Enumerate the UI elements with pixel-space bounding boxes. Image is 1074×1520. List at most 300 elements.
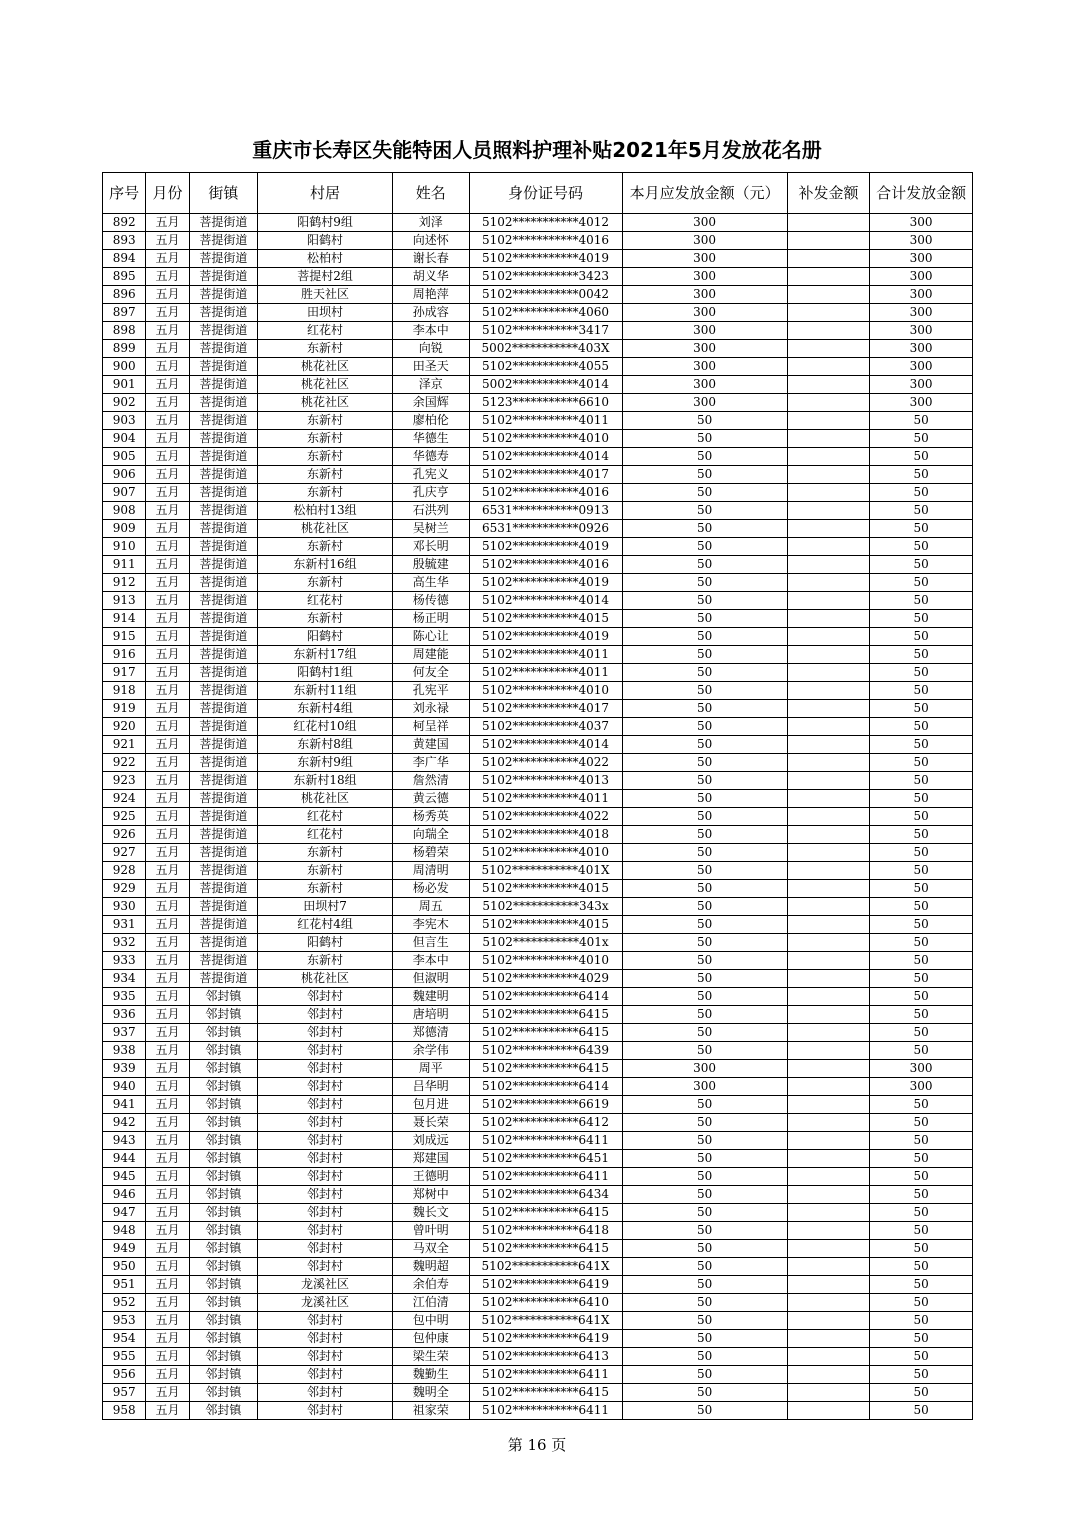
- name-cell: 郑树中: [392, 1186, 469, 1204]
- total-amount-cell: 300: [870, 304, 973, 322]
- supplement-amount-cell: [787, 1384, 870, 1402]
- row-number-cell: 899: [103, 340, 146, 358]
- subdistrict-cell: 菩提街道: [189, 448, 257, 466]
- row-number-cell: 916: [103, 646, 146, 664]
- monthly-amount-cell: 50: [622, 1276, 787, 1294]
- name-cell: 谢长春: [392, 250, 469, 268]
- row-number-cell: 913: [103, 592, 146, 610]
- name-cell: 余学伟: [392, 1042, 469, 1060]
- subdistrict-cell: 邻封镇: [189, 1132, 257, 1150]
- village-cell: 桃花社区: [258, 520, 393, 538]
- table-row: [103, 1366, 973, 1384]
- total-amount-cell: 50: [870, 790, 973, 808]
- month-cell: 五月: [146, 934, 189, 952]
- village-cell: 东新村: [258, 412, 393, 430]
- subdistrict-cell: 菩提街道: [189, 844, 257, 862]
- monthly-amount-cell: 50: [622, 1240, 787, 1258]
- month-cell: 五月: [146, 844, 189, 862]
- id-number-cell: 5102***********6411: [469, 1132, 622, 1150]
- name-cell: 周艳萍: [392, 286, 469, 304]
- row-number-cell: 915: [103, 628, 146, 646]
- subdistrict-cell: 菩提街道: [189, 556, 257, 574]
- supplement-amount-cell: [787, 1402, 870, 1420]
- row-number-cell: 902: [103, 394, 146, 412]
- village-cell: 邻封村: [258, 1258, 393, 1276]
- id-number-cell: 5102***********4011: [469, 664, 622, 682]
- name-cell: 刘泽: [392, 214, 469, 232]
- monthly-amount-cell: 50: [622, 1006, 787, 1024]
- table-row: [103, 1150, 973, 1168]
- table-row: [103, 808, 973, 826]
- monthly-amount-cell: 300: [622, 340, 787, 358]
- row-number-cell: 917: [103, 664, 146, 682]
- supplement-amount-cell: [787, 520, 870, 538]
- monthly-amount-cell: 50: [622, 1330, 787, 1348]
- name-cell: 孙成容: [392, 304, 469, 322]
- row-number-cell: 912: [103, 574, 146, 592]
- supplement-amount-cell: [787, 430, 870, 448]
- total-amount-cell: 50: [870, 1330, 973, 1348]
- village-cell: 东新村: [258, 340, 393, 358]
- row-number-cell: 895: [103, 268, 146, 286]
- supplement-amount-cell: [787, 556, 870, 574]
- id-number-cell: 5102***********6412: [469, 1114, 622, 1132]
- total-amount-cell: 50: [870, 808, 973, 826]
- monthly-amount-cell: 50: [622, 1114, 787, 1132]
- row-number-cell: 951: [103, 1276, 146, 1294]
- table-row: [103, 1294, 973, 1312]
- month-cell: 五月: [146, 340, 189, 358]
- monthly-amount-cell: 50: [622, 736, 787, 754]
- subdistrict-cell: 菩提街道: [189, 646, 257, 664]
- name-cell: 李宪木: [392, 916, 469, 934]
- village-cell: 东新村: [258, 538, 393, 556]
- table-row: [103, 970, 973, 988]
- table-row: [103, 934, 973, 952]
- name-cell: 周五: [392, 898, 469, 916]
- id-number-cell: 5102***********0042: [469, 286, 622, 304]
- monthly-amount-cell: 300: [622, 232, 787, 250]
- row-number-cell: 957: [103, 1384, 146, 1402]
- name-cell: 胡义华: [392, 268, 469, 286]
- village-cell: 菩提村2组: [258, 268, 393, 286]
- row-number-cell: 930: [103, 898, 146, 916]
- supplement-amount-cell: [787, 484, 870, 502]
- village-cell: 邻封村: [258, 1402, 393, 1420]
- table-row: [103, 214, 973, 232]
- village-cell: 阳鹤村9组: [258, 214, 393, 232]
- month-cell: 五月: [146, 1096, 189, 1114]
- monthly-amount-cell: 50: [622, 664, 787, 682]
- row-number-cell: 922: [103, 754, 146, 772]
- total-amount-cell: 50: [870, 1168, 973, 1186]
- name-cell: 包仲康: [392, 1330, 469, 1348]
- monthly-amount-cell: 50: [622, 682, 787, 700]
- table-header-row: [103, 173, 973, 214]
- month-cell: 五月: [146, 628, 189, 646]
- subdistrict-cell: 菩提街道: [189, 682, 257, 700]
- subdistrict-cell: 菩提街道: [189, 304, 257, 322]
- monthly-amount-cell: 300: [622, 358, 787, 376]
- subdistrict-cell: 邻封镇: [189, 1240, 257, 1258]
- total-amount-cell: 50: [870, 880, 973, 898]
- subdistrict-cell: 菩提街道: [189, 376, 257, 394]
- supplement-amount-cell: [787, 1312, 870, 1330]
- monthly-amount-cell: 50: [622, 1042, 787, 1060]
- name-cell: 廖柏伦: [392, 412, 469, 430]
- total-amount-cell: 50: [870, 970, 973, 988]
- monthly-amount-cell: 50: [622, 1366, 787, 1384]
- table-row: [103, 250, 973, 268]
- village-cell: 胜天社区: [258, 286, 393, 304]
- village-cell: 红花村4组: [258, 916, 393, 934]
- id-number-cell: 6531***********0913: [469, 502, 622, 520]
- id-number-cell: 5102***********4060: [469, 304, 622, 322]
- id-number-cell: 5102***********6419: [469, 1330, 622, 1348]
- name-cell: 祖家荣: [392, 1402, 469, 1420]
- id-number-cell: 5102***********4016: [469, 484, 622, 502]
- village-cell: 东新村4组: [258, 700, 393, 718]
- total-amount-cell: 50: [870, 1024, 973, 1042]
- month-cell: 五月: [146, 1042, 189, 1060]
- table-row: [103, 1402, 973, 1420]
- row-number-cell: 934: [103, 970, 146, 988]
- supplement-amount-cell: [787, 1078, 870, 1096]
- total-amount-cell: 50: [870, 1402, 973, 1420]
- id-number-cell: 5102***********4016: [469, 556, 622, 574]
- row-number-cell: 935: [103, 988, 146, 1006]
- name-cell: 包月进: [392, 1096, 469, 1114]
- subdistrict-cell: 菩提街道: [189, 340, 257, 358]
- month-cell: 五月: [146, 232, 189, 250]
- monthly-amount-cell: 50: [622, 430, 787, 448]
- total-amount-cell: 50: [870, 700, 973, 718]
- row-number-cell: 946: [103, 1186, 146, 1204]
- subdistrict-cell: 菩提街道: [189, 916, 257, 934]
- month-cell: 五月: [146, 1384, 189, 1402]
- row-number-cell: 900: [103, 358, 146, 376]
- id-number-cell: 5102***********4014: [469, 592, 622, 610]
- village-cell: 阳鹤村: [258, 232, 393, 250]
- page-title: 重庆市长寿区失能特困人员照料护理补贴2021年5月发放花名册: [252, 138, 822, 162]
- name-cell: 黄建国: [392, 736, 469, 754]
- name-cell: 李本中: [392, 322, 469, 340]
- supplement-amount-cell: [787, 646, 870, 664]
- month-cell: 五月: [146, 1114, 189, 1132]
- name-cell: 向锐: [392, 340, 469, 358]
- monthly-amount-cell: 50: [622, 628, 787, 646]
- table-row: [103, 754, 973, 772]
- subdistrict-cell: 邻封镇: [189, 1276, 257, 1294]
- subdistrict-cell: 邻封镇: [189, 1168, 257, 1186]
- village-cell: 东新村: [258, 952, 393, 970]
- subdistrict-cell: 邻封镇: [189, 1060, 257, 1078]
- supplement-amount-cell: [787, 1186, 870, 1204]
- name-cell: 詹然清: [392, 772, 469, 790]
- supplement-amount-cell: [787, 952, 870, 970]
- id-number-cell: 5102***********6410: [469, 1294, 622, 1312]
- village-cell: 东新村11组: [258, 682, 393, 700]
- table-row: [103, 1276, 973, 1294]
- month-cell: 五月: [146, 1312, 189, 1330]
- monthly-amount-cell: 50: [622, 574, 787, 592]
- row-number-cell: 941: [103, 1096, 146, 1114]
- monthly-amount-cell: 50: [622, 772, 787, 790]
- table-row: [103, 1078, 973, 1096]
- row-number-cell: 914: [103, 610, 146, 628]
- name-cell: 马双全: [392, 1240, 469, 1258]
- subdistrict-cell: 菩提街道: [189, 394, 257, 412]
- supplement-amount-cell: [787, 826, 870, 844]
- row-number-cell: 918: [103, 682, 146, 700]
- village-cell: 松柏村13组: [258, 502, 393, 520]
- name-cell: 余国辉: [392, 394, 469, 412]
- total-amount-cell: 50: [870, 826, 973, 844]
- total-amount-cell: 300: [870, 322, 973, 340]
- id-number-cell: 5102***********6415: [469, 1240, 622, 1258]
- name-cell: 黄云德: [392, 790, 469, 808]
- village-cell: 田坝村7: [258, 898, 393, 916]
- row-number-cell: 919: [103, 700, 146, 718]
- table-row: [103, 340, 973, 358]
- id-number-cell: 5102***********6411: [469, 1402, 622, 1420]
- month-cell: 五月: [146, 250, 189, 268]
- subdistrict-cell: 邻封镇: [189, 1312, 257, 1330]
- village-cell: 松柏村: [258, 250, 393, 268]
- total-amount-cell: 50: [870, 520, 973, 538]
- monthly-amount-cell: 50: [622, 970, 787, 988]
- id-number-cell: 5102***********4011: [469, 790, 622, 808]
- village-cell: 红花村10组: [258, 718, 393, 736]
- month-cell: 五月: [146, 1168, 189, 1186]
- subdistrict-cell: 菩提街道: [189, 412, 257, 430]
- row-number-cell: 892: [103, 214, 146, 232]
- monthly-amount-cell: 50: [622, 520, 787, 538]
- row-number-cell: 920: [103, 718, 146, 736]
- supplement-amount-cell: [787, 1060, 870, 1078]
- supplement-amount-cell: [787, 880, 870, 898]
- table-row: [103, 880, 973, 898]
- subdistrict-cell: 菩提街道: [189, 862, 257, 880]
- subdistrict-cell: 菩提街道: [189, 322, 257, 340]
- month-cell: 五月: [146, 988, 189, 1006]
- monthly-amount-cell: 50: [622, 898, 787, 916]
- table-row: [103, 682, 973, 700]
- column-header: 身份证号码: [469, 173, 622, 214]
- name-cell: 刘成远: [392, 1132, 469, 1150]
- monthly-amount-cell: 300: [622, 304, 787, 322]
- column-header: 合计发放金额: [870, 173, 973, 214]
- total-amount-cell: 300: [870, 286, 973, 304]
- id-number-cell: 5102***********4012: [469, 214, 622, 232]
- supplement-amount-cell: [787, 700, 870, 718]
- subdistrict-cell: 菩提街道: [189, 430, 257, 448]
- id-number-cell: 5102***********6418: [469, 1222, 622, 1240]
- total-amount-cell: 50: [870, 1366, 973, 1384]
- id-number-cell: 6531***********0926: [469, 520, 622, 538]
- supplement-amount-cell: [787, 394, 870, 412]
- subdistrict-cell: 菩提街道: [189, 250, 257, 268]
- subdistrict-cell: 菩提街道: [189, 610, 257, 628]
- id-number-cell: 5102***********6619: [469, 1096, 622, 1114]
- total-amount-cell: 50: [870, 862, 973, 880]
- total-amount-cell: 50: [870, 718, 973, 736]
- id-number-cell: 5102***********4013: [469, 772, 622, 790]
- supplement-amount-cell: [787, 1096, 870, 1114]
- row-number-cell: 905: [103, 448, 146, 466]
- id-number-cell: 5102***********6415: [469, 1060, 622, 1078]
- total-amount-cell: 50: [870, 1276, 973, 1294]
- table-row: [103, 1060, 973, 1078]
- table-row: [103, 502, 973, 520]
- name-cell: 曾叶明: [392, 1222, 469, 1240]
- subdistrict-cell: 菩提街道: [189, 790, 257, 808]
- name-cell: 孔宪义: [392, 466, 469, 484]
- row-number-cell: 927: [103, 844, 146, 862]
- table-row: [103, 1132, 973, 1150]
- id-number-cell: 5102***********4010: [469, 952, 622, 970]
- village-cell: 邻封村: [258, 1114, 393, 1132]
- name-cell: 杨碧荣: [392, 844, 469, 862]
- subdistrict-cell: 邻封镇: [189, 1150, 257, 1168]
- month-cell: 五月: [146, 268, 189, 286]
- village-cell: 邻封村: [258, 1366, 393, 1384]
- supplement-amount-cell: [787, 718, 870, 736]
- id-number-cell: 5102***********401x: [469, 934, 622, 952]
- month-cell: 五月: [146, 862, 189, 880]
- subdistrict-cell: 菩提街道: [189, 484, 257, 502]
- month-cell: 五月: [146, 916, 189, 934]
- total-amount-cell: 50: [870, 1006, 973, 1024]
- village-cell: 邻封村: [258, 988, 393, 1006]
- table-row: [103, 322, 973, 340]
- monthly-amount-cell: 50: [622, 718, 787, 736]
- subdistrict-cell: 菩提街道: [189, 754, 257, 772]
- column-header: 月份: [146, 173, 189, 214]
- monthly-amount-cell: 50: [622, 1024, 787, 1042]
- month-cell: 五月: [146, 322, 189, 340]
- id-number-cell: 5102***********4011: [469, 646, 622, 664]
- monthly-amount-cell: 50: [622, 700, 787, 718]
- month-cell: 五月: [146, 718, 189, 736]
- id-number-cell: 5102***********6451: [469, 1150, 622, 1168]
- total-amount-cell: 300: [870, 214, 973, 232]
- month-cell: 五月: [146, 754, 189, 772]
- id-number-cell: 5102***********6415: [469, 1024, 622, 1042]
- table-row: [103, 1024, 973, 1042]
- name-cell: 向瑞全: [392, 826, 469, 844]
- supplement-amount-cell: [787, 916, 870, 934]
- subdistrict-cell: 邻封镇: [189, 1006, 257, 1024]
- supplement-amount-cell: [787, 502, 870, 520]
- month-cell: 五月: [146, 1330, 189, 1348]
- village-cell: 东新村: [258, 448, 393, 466]
- supplement-amount-cell: [787, 988, 870, 1006]
- supplement-amount-cell: [787, 1294, 870, 1312]
- month-cell: 五月: [146, 430, 189, 448]
- name-cell: 梁生荣: [392, 1348, 469, 1366]
- village-cell: 邻封村: [258, 1042, 393, 1060]
- monthly-amount-cell: 50: [622, 1096, 787, 1114]
- total-amount-cell: 50: [870, 898, 973, 916]
- row-number-cell: 940: [103, 1078, 146, 1096]
- subdistrict-cell: 菩提街道: [189, 628, 257, 646]
- id-number-cell: 5002***********403X: [469, 340, 622, 358]
- column-header: 街镇: [189, 173, 257, 214]
- supplement-amount-cell: [787, 340, 870, 358]
- month-cell: 五月: [146, 736, 189, 754]
- total-amount-cell: 50: [870, 1042, 973, 1060]
- table-row: [103, 412, 973, 430]
- name-cell: 杨传德: [392, 592, 469, 610]
- total-amount-cell: 300: [870, 394, 973, 412]
- id-number-cell: 5102***********6413: [469, 1348, 622, 1366]
- supplement-amount-cell: [787, 448, 870, 466]
- total-amount-cell: 300: [870, 232, 973, 250]
- village-cell: 东新村16组: [258, 556, 393, 574]
- total-amount-cell: 50: [870, 1384, 973, 1402]
- subdistrict-cell: 邻封镇: [189, 1096, 257, 1114]
- total-amount-cell: 300: [870, 1060, 973, 1078]
- id-number-cell: 5102***********4019: [469, 628, 622, 646]
- month-cell: 五月: [146, 898, 189, 916]
- id-number-cell: 5102***********4018: [469, 826, 622, 844]
- supplement-amount-cell: [787, 1258, 870, 1276]
- month-cell: 五月: [146, 1366, 189, 1384]
- village-cell: 邻封村: [258, 1132, 393, 1150]
- month-cell: 五月: [146, 556, 189, 574]
- total-amount-cell: 50: [870, 484, 973, 502]
- id-number-cell: 5102***********4010: [469, 430, 622, 448]
- village-cell: 邻封村: [258, 1348, 393, 1366]
- supplement-amount-cell: [787, 844, 870, 862]
- row-number-cell: 921: [103, 736, 146, 754]
- village-cell: 东新村: [258, 880, 393, 898]
- supplement-amount-cell: [787, 772, 870, 790]
- supplement-amount-cell: [787, 754, 870, 772]
- column-header: 本月应发放金额（元）: [622, 173, 787, 214]
- monthly-amount-cell: 50: [622, 610, 787, 628]
- village-cell: 东新村: [258, 430, 393, 448]
- supplement-amount-cell: [787, 1150, 870, 1168]
- monthly-amount-cell: 300: [622, 376, 787, 394]
- total-amount-cell: 50: [870, 1186, 973, 1204]
- subdistrict-cell: 邻封镇: [189, 1294, 257, 1312]
- name-cell: 华德寿: [392, 448, 469, 466]
- total-amount-cell: 50: [870, 916, 973, 934]
- id-number-cell: 5102***********4017: [469, 466, 622, 484]
- total-amount-cell: 50: [870, 844, 973, 862]
- month-cell: 五月: [146, 772, 189, 790]
- subdistrict-cell: 菩提街道: [189, 880, 257, 898]
- month-cell: 五月: [146, 880, 189, 898]
- village-cell: 红花村: [258, 322, 393, 340]
- row-number-cell: 928: [103, 862, 146, 880]
- name-cell: 包中明: [392, 1312, 469, 1330]
- village-cell: 阳鹤村1组: [258, 664, 393, 682]
- name-cell: 江伯清: [392, 1294, 469, 1312]
- month-cell: 五月: [146, 808, 189, 826]
- village-cell: 东新村9组: [258, 754, 393, 772]
- monthly-amount-cell: 50: [622, 1258, 787, 1276]
- total-amount-cell: 300: [870, 268, 973, 286]
- column-header: 村居: [258, 173, 393, 214]
- total-amount-cell: 50: [870, 1204, 973, 1222]
- subdistrict-cell: 邻封镇: [189, 1204, 257, 1222]
- table-row: [103, 1258, 973, 1276]
- monthly-amount-cell: 50: [622, 1222, 787, 1240]
- village-cell: 邻封村: [258, 1222, 393, 1240]
